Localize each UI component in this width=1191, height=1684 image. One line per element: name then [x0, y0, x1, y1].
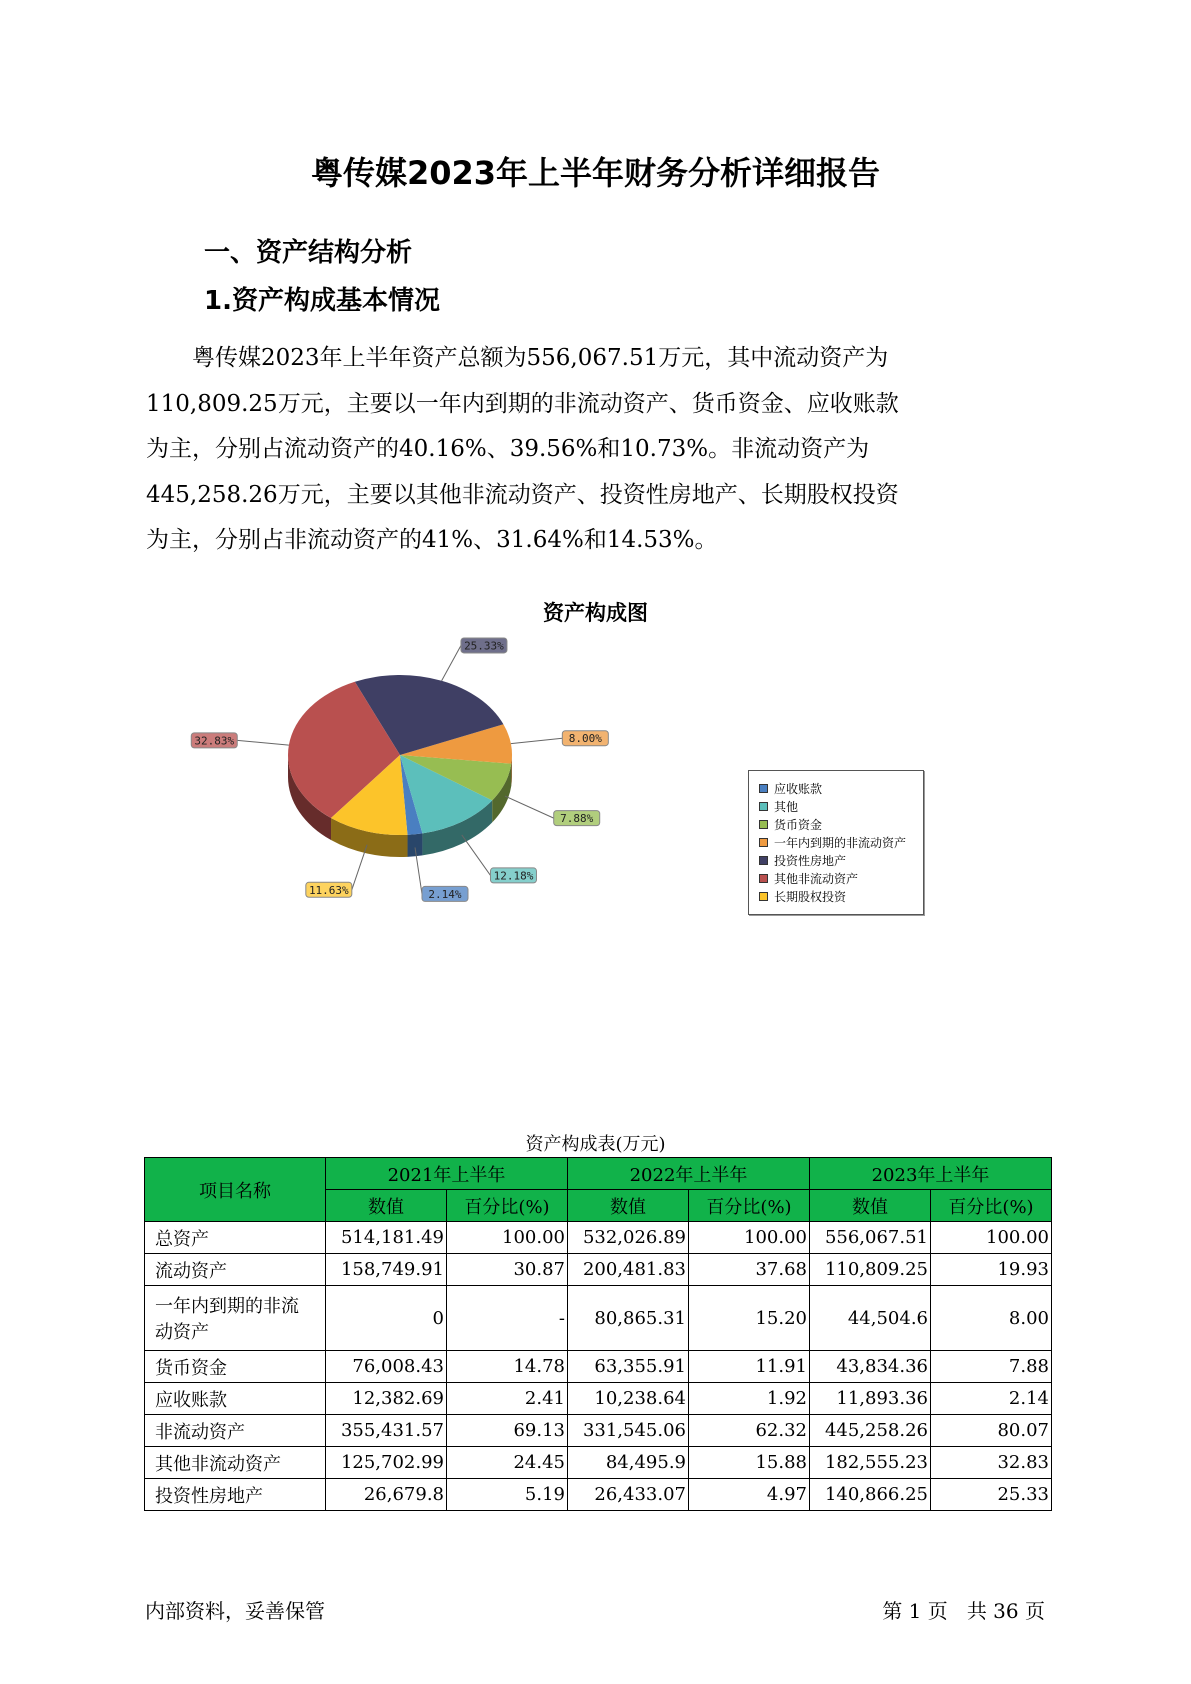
value-cell: 532,026.89	[568, 1222, 689, 1254]
value-cell: 26,679.8	[326, 1479, 447, 1511]
percent-cell: 7.88	[931, 1351, 1052, 1383]
legend-item	[759, 779, 923, 797]
percent-cell: -	[447, 1286, 568, 1351]
subsection-heading: 1.资产构成基本情况	[204, 286, 440, 316]
paragraph-line: 为主，分别占非流动资产的41%、31.64%和14.53%。	[146, 527, 718, 553]
table-row	[145, 1415, 1052, 1447]
column-header-percent: 百分比(%)	[931, 1190, 1052, 1222]
percent-cell: 2.41	[447, 1383, 568, 1415]
percent-cell: 30.87	[447, 1254, 568, 1286]
section-heading: 一、资产结构分析	[204, 238, 413, 268]
percent-cell: 4.97	[689, 1479, 810, 1511]
value-cell: 182,555.23	[810, 1447, 931, 1479]
table-row	[145, 1479, 1052, 1511]
value-cell: 556,067.51	[810, 1222, 931, 1254]
value-cell: 125,702.99	[326, 1447, 447, 1479]
percent-cell: 80.07	[931, 1415, 1052, 1447]
legend-label: 长期股权投资	[774, 889, 847, 904]
legend-swatch	[759, 802, 768, 811]
chart-title: 资产构成图	[543, 601, 648, 625]
paragraph-line: 粤传媒2023年上半年资产总额为556,067.51万元，其中流动资产为	[192, 345, 889, 371]
value-cell: 110,809.25	[810, 1254, 931, 1286]
value-cell: 44,504.6	[810, 1286, 931, 1351]
value-cell: 76,008.43	[326, 1351, 447, 1383]
row-label: 其他非流动资产	[145, 1447, 326, 1479]
data-label: 12.18%	[493, 869, 534, 883]
column-header-period: 2021年上半年	[326, 1158, 568, 1190]
asset-structure-table	[144, 1157, 1052, 1511]
value-cell: 355,431.57	[326, 1415, 447, 1447]
paragraph-line: 为主，分别占流动资产的40.16%、39.56%和10.73%。非流动资产为	[146, 436, 870, 462]
column-header-percent: 百分比(%)	[447, 1190, 568, 1222]
legend-swatch	[759, 820, 768, 829]
value-cell: 140,866.25	[810, 1479, 931, 1511]
table-row	[145, 1447, 1052, 1479]
column-header-value: 数值	[326, 1190, 447, 1222]
value-cell: 12,382.69	[326, 1383, 447, 1415]
value-cell: 26,433.07	[568, 1479, 689, 1511]
row-label-line: 一年内到期的非流	[155, 1296, 299, 1317]
value-cell: 514,181.49	[326, 1222, 447, 1254]
data-label: 8.00%	[568, 732, 602, 746]
legend-item	[759, 869, 923, 887]
column-header-value: 数值	[568, 1190, 689, 1222]
percent-cell: 100.00	[931, 1222, 1052, 1254]
value-cell: 200,481.83	[568, 1254, 689, 1286]
legend-label: 货币资金	[774, 817, 823, 832]
legend-swatch	[759, 892, 768, 901]
legend-item	[759, 815, 923, 833]
row-label: 非流动资产	[145, 1415, 326, 1447]
percent-cell: 15.20	[689, 1286, 810, 1351]
summary-paragraph	[146, 336, 1046, 564]
value-cell: 43,834.36	[810, 1351, 931, 1383]
percent-cell: 25.33	[931, 1479, 1052, 1511]
legend-swatch	[759, 784, 768, 793]
legend-item	[759, 887, 923, 905]
legend-item	[759, 833, 923, 851]
legend-item	[759, 851, 923, 869]
row-label: 货币资金	[145, 1351, 326, 1383]
table-row	[145, 1286, 1052, 1351]
column-header-period: 2023年上半年	[810, 1158, 1052, 1190]
table-row	[145, 1254, 1052, 1286]
table-row	[145, 1383, 1052, 1415]
percent-cell: 11.91	[689, 1351, 810, 1383]
label-leader-line	[462, 835, 491, 875]
row-label: 应收账款	[145, 1383, 326, 1415]
legend-swatch	[759, 838, 768, 847]
footer-page-number: 第 1 页 共 36 页	[882, 1599, 1045, 1623]
percent-cell: 5.19	[447, 1479, 568, 1511]
label-leader-line	[505, 796, 554, 818]
value-cell: 158,749.91	[326, 1254, 447, 1286]
row-label: 流动资产	[145, 1254, 326, 1286]
percent-cell: 8.00	[931, 1286, 1052, 1351]
pie-slice-side	[408, 833, 423, 856]
row-label: 投资性房地产	[145, 1479, 326, 1511]
data-label: 2.14%	[428, 887, 462, 901]
legend-item	[759, 797, 923, 815]
page-title: 粤传媒2023年上半年财务分析详细报告	[310, 154, 881, 192]
data-label: 32.83%	[194, 734, 235, 748]
percent-cell: 32.83	[931, 1447, 1052, 1479]
value-cell: 63,355.91	[568, 1351, 689, 1383]
value-cell: 10,238.64	[568, 1383, 689, 1415]
label-leader-line	[237, 740, 289, 745]
legend-label: 其他非流动资产	[774, 871, 859, 886]
percent-cell: 37.68	[689, 1254, 810, 1286]
legend-label: 一年内到期的非流动资产	[774, 835, 907, 850]
legend-label: 其他	[774, 799, 799, 814]
paragraph-line: 110,809.25万元，主要以一年内到期的非流动资产、货币资金、应收账款	[146, 390, 899, 417]
value-cell: 0	[326, 1286, 447, 1351]
percent-cell: 2.14	[931, 1383, 1052, 1415]
table-row	[145, 1351, 1052, 1383]
footer-confidential-note: 内部资料，妥善保管	[145, 1599, 325, 1623]
table-title: 资产构成表(万元)	[525, 1134, 666, 1155]
legend-label: 投资性房地产	[774, 853, 847, 868]
legend-label: 应收账款	[774, 781, 823, 796]
legend-swatch	[759, 856, 768, 865]
label-leader-line	[442, 645, 461, 680]
label-leader-line	[511, 738, 562, 743]
percent-cell: 14.78	[447, 1351, 568, 1383]
row-label	[145, 1286, 326, 1351]
column-header-value: 数值	[810, 1190, 931, 1222]
value-cell: 11,893.36	[810, 1383, 931, 1415]
row-label: 总资产	[145, 1222, 326, 1254]
value-cell: 80,865.31	[568, 1286, 689, 1351]
legend-swatch	[759, 874, 768, 883]
percent-cell: 69.13	[447, 1415, 568, 1447]
percent-cell: 62.32	[689, 1415, 810, 1447]
value-cell: 331,545.06	[568, 1415, 689, 1447]
paragraph-line: 445,258.26万元，主要以其他非流动资产、投资性房地产、长期股权投资	[146, 481, 899, 508]
percent-cell: 15.88	[689, 1447, 810, 1479]
column-header-percent: 百分比(%)	[689, 1190, 810, 1222]
percent-cell: 19.93	[931, 1254, 1052, 1286]
data-label: 25.33%	[464, 639, 504, 653]
table-row	[145, 1222, 1052, 1254]
column-header-item: 项目名称	[145, 1158, 326, 1222]
data-label: 7.88%	[560, 812, 594, 826]
row-label-line: 动资产	[155, 1322, 209, 1343]
percent-cell: 1.92	[689, 1383, 810, 1415]
pie-chart	[194, 639, 640, 920]
value-cell: 84,495.9	[568, 1447, 689, 1479]
percent-cell: 24.45	[447, 1447, 568, 1479]
percent-cell: 100.00	[689, 1222, 810, 1254]
chart-legend	[748, 770, 924, 915]
column-header-period: 2022年上半年	[568, 1158, 810, 1190]
data-label: 11.63%	[308, 883, 349, 897]
percent-cell: 100.00	[447, 1222, 568, 1254]
value-cell: 445,258.26	[810, 1415, 931, 1447]
